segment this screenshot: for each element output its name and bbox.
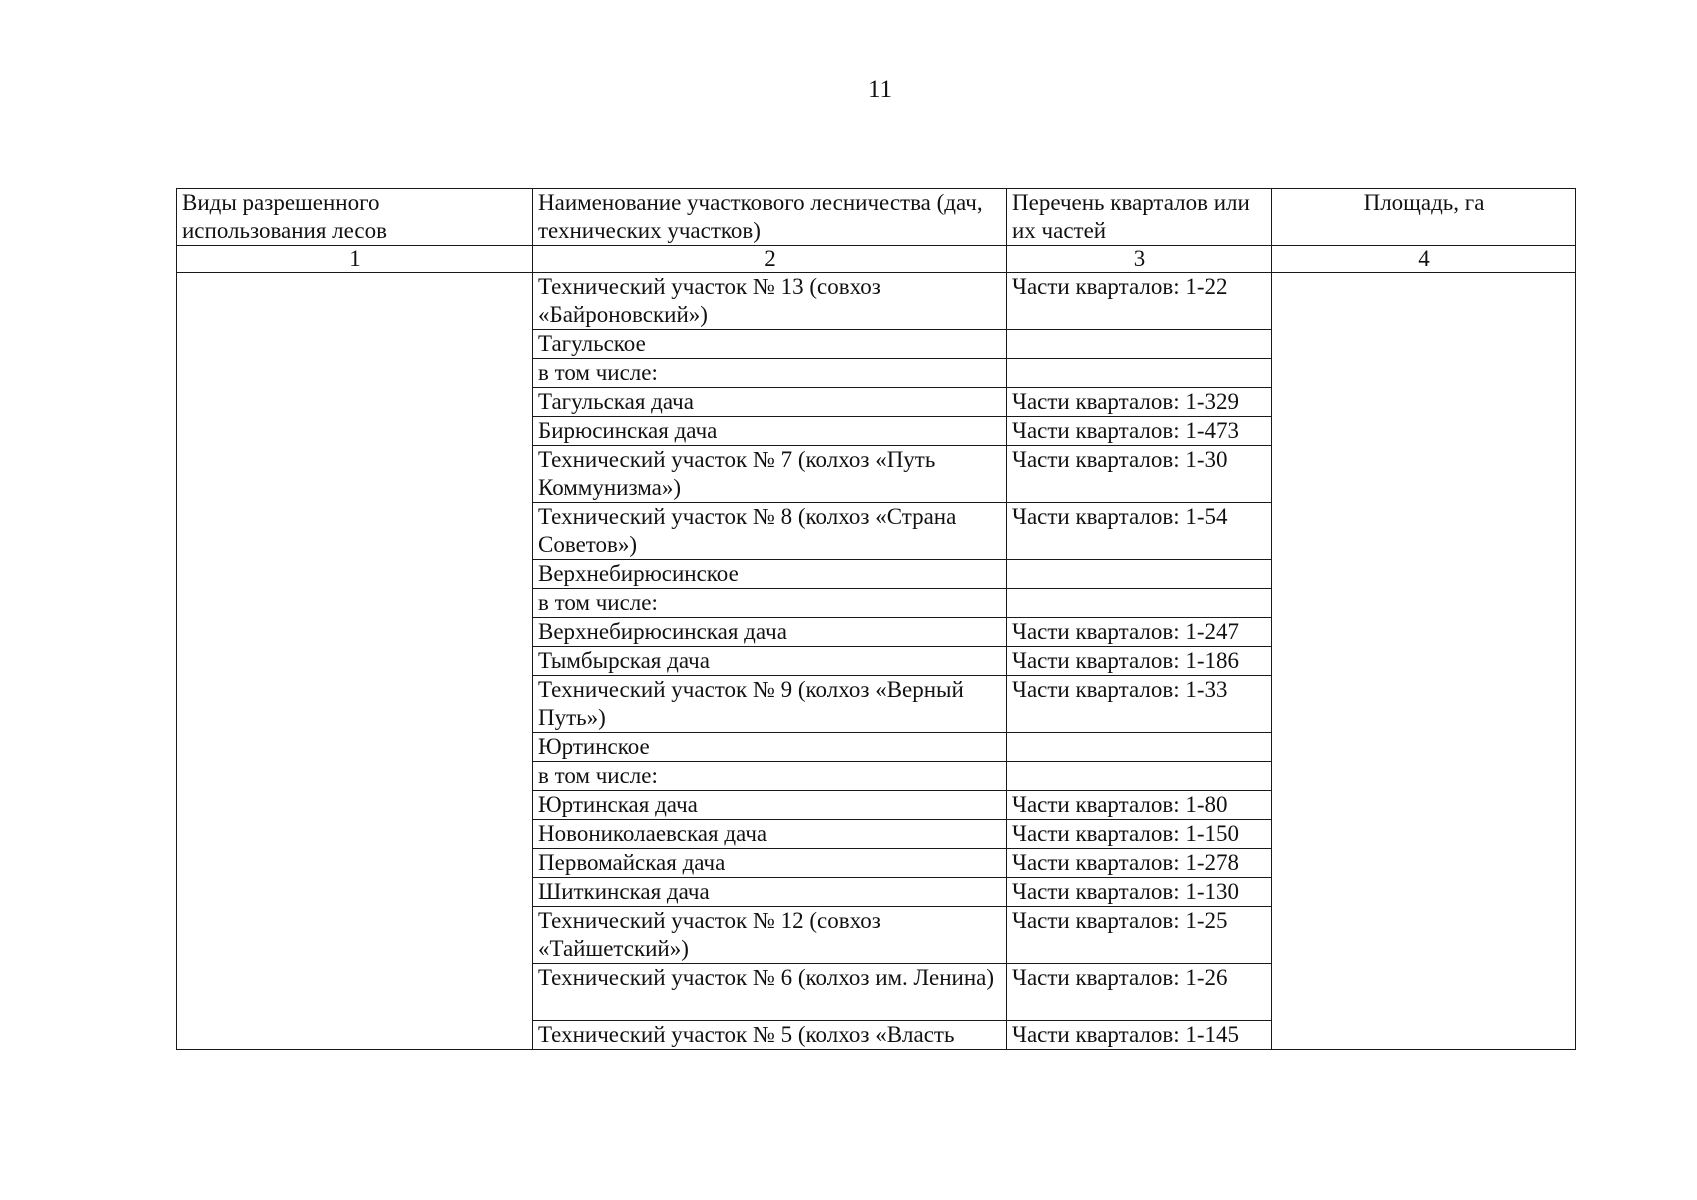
quarters-cell: Части кварталов: 1-247 xyxy=(1007,618,1272,647)
column-number: 2 xyxy=(533,246,1007,273)
permitted-use-cell xyxy=(177,273,533,1050)
forestry-name-cell: Бирюсинская дача xyxy=(533,417,1007,446)
column-number: 4 xyxy=(1272,246,1576,273)
column-number: 3 xyxy=(1007,246,1272,273)
forestry-name-cell: в том числе: xyxy=(533,762,1007,791)
area-cell xyxy=(1272,273,1576,1050)
quarters-cell xyxy=(1007,589,1272,618)
column-number-row xyxy=(177,246,1576,273)
header-quarters-list: Перечень кварталов или их частей xyxy=(1007,189,1272,246)
table-row xyxy=(177,273,1576,330)
quarters-cell xyxy=(1007,762,1272,791)
quarters-cell xyxy=(1007,330,1272,359)
quarters-cell: Части кварталов: 1-25 xyxy=(1007,907,1272,964)
forestry-name-cell: Шиткинская дача xyxy=(533,878,1007,907)
quarters-cell: Части кварталов: 1-22 xyxy=(1007,273,1272,330)
quarters-cell: Части кварталов: 1-186 xyxy=(1007,647,1272,676)
quarters-cell: Части кварталов: 1-33 xyxy=(1007,676,1272,733)
forestry-name-cell: Тагульское xyxy=(533,330,1007,359)
table-header-row xyxy=(177,189,1576,246)
quarters-cell xyxy=(1007,560,1272,589)
forestry-name-cell: Технический участок № 9 (колхоз «Верный Путь») xyxy=(533,676,1007,733)
quarters-cell: Части кварталов: 1-150 xyxy=(1007,820,1272,849)
quarters-cell: Части кварталов: 1-80 xyxy=(1007,791,1272,820)
header-area: Площадь, га xyxy=(1272,189,1576,246)
forestry-name-cell: Технический участок № 8 (колхоз «Страна Советов») xyxy=(533,503,1007,560)
quarters-cell: Части кварталов: 1-26 xyxy=(1007,964,1272,1021)
page-number: 11 xyxy=(867,76,893,103)
forestry-name-cell: Юртинская дача xyxy=(533,791,1007,820)
forestry-name-cell: Технический участок № 7 (колхоз «Путь Коммунизма») xyxy=(533,446,1007,503)
forestry-name-cell: Юртинское xyxy=(533,733,1007,762)
forestry-name-cell: Технический участок № 13 (совхоз «Байроновский») xyxy=(533,273,1007,330)
forestry-name-cell: Верхнебирюсинское xyxy=(533,560,1007,589)
quarters-cell: Части кварталов: 1-30 xyxy=(1007,446,1272,503)
quarters-cell: Части кварталов: 1-329 xyxy=(1007,388,1272,417)
forestry-name-cell: Первомайская дача xyxy=(533,849,1007,878)
quarters-cell: Части кварталов: 1-54 xyxy=(1007,503,1272,560)
forestry-name-cell: Новониколаевская дача xyxy=(533,820,1007,849)
forestry-name-cell: Тагульская дача xyxy=(533,388,1007,417)
column-number: 1 xyxy=(177,246,533,273)
header-permitted-use: Виды разрешенного использования лесов xyxy=(177,189,533,246)
quarters-cell: Части кварталов: 1-130 xyxy=(1007,878,1272,907)
forestry-name-cell: Технический участок № 12 (совхоз «Тайшетский») xyxy=(533,907,1007,964)
forestry-name-cell: Технический участок № 5 (колхоз «Власть xyxy=(533,1021,1007,1050)
forest-use-table xyxy=(176,188,1576,1050)
forestry-name-cell: Верхнебирюсинская дача xyxy=(533,618,1007,647)
forestry-name-cell: в том числе: xyxy=(533,589,1007,618)
quarters-cell: Части кварталов: 1-473 xyxy=(1007,417,1272,446)
forestry-name-cell: Технический участок № 6 (колхоз им. Ленина) xyxy=(533,964,1007,1021)
quarters-cell xyxy=(1007,359,1272,388)
table-body xyxy=(177,273,1576,1050)
header-forestry-name: Наименование участкового лесничества (дач, технических участков) xyxy=(533,189,1007,246)
forestry-name-cell: Тымбырская дача xyxy=(533,647,1007,676)
quarters-cell: Части кварталов: 1-145 xyxy=(1007,1021,1272,1050)
quarters-cell xyxy=(1007,733,1272,762)
quarters-cell: Части кварталов: 1-278 xyxy=(1007,849,1272,878)
forestry-name-cell: в том числе: xyxy=(533,359,1007,388)
